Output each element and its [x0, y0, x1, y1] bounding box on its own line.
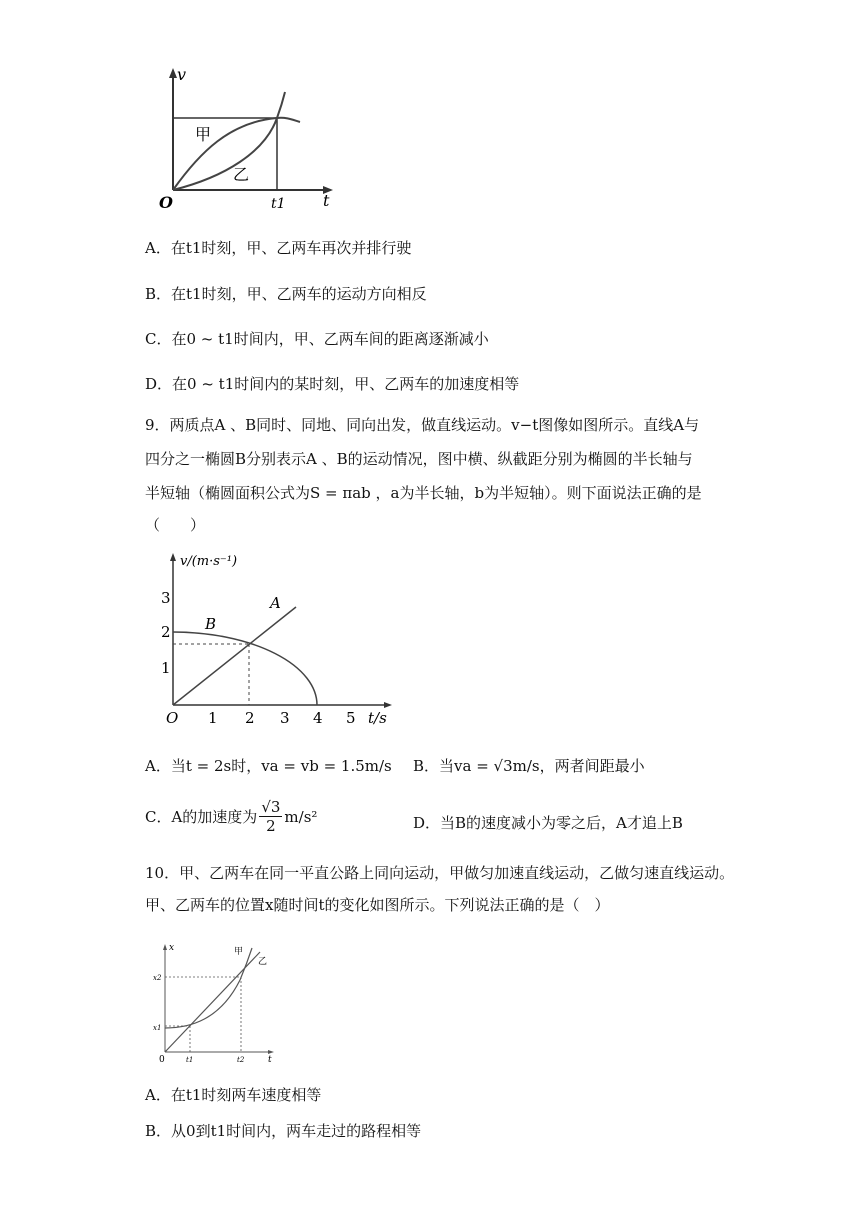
q8-option-d: D．在0 ~ t1时间内的某时刻，甲、乙两车的加速度相等	[145, 375, 520, 393]
q9-ellipse-b	[173, 632, 317, 705]
q9-label-b: B	[205, 615, 217, 633]
q8-y-arrow	[169, 68, 177, 78]
q10-xt-graph	[150, 940, 285, 1065]
q9-x-tick-5: 5	[346, 709, 356, 727]
q10-y-label: x	[169, 943, 175, 953]
q10-curve-jia	[165, 948, 252, 1028]
q8-option-b: B．在t1时刻，甲、乙两车的运动方向相反	[145, 285, 427, 303]
q8-x-label: t	[323, 191, 330, 210]
q10-t2: t2	[237, 1056, 245, 1064]
q10-stem-line-1: 10．甲、乙两车在同一平直公路上同向运动，甲做匀加速直线运动，乙做匀速直线运动。	[145, 864, 735, 882]
q9-option-c-unit: m/s²	[284, 807, 318, 826]
q9-x-tick-4: 4	[313, 709, 323, 727]
q9-vt-graph	[160, 545, 400, 730]
q9-x-label: t/s	[368, 709, 387, 727]
q9-option-c-prefix: C．A的加速度为	[145, 808, 258, 826]
q10-stem-line-2: 甲、乙两车的位置x随时间t的变化如图所示。下列说法正确的是（ ）	[145, 896, 610, 914]
q9-option-a: A．当t = 2s时，va = vb = 1.5m/s	[145, 757, 392, 775]
q8-option-a: A．在t1时刻，甲、乙两车再次并排行驶	[145, 239, 412, 257]
q9-option-c-numerator: √3	[261, 798, 281, 816]
q9-line-a	[173, 607, 296, 705]
q9-option-d: D．当B的速度减小为零之后，A才追上B	[413, 814, 683, 832]
q10-t1: t1	[186, 1056, 194, 1064]
q8-origin: O	[159, 193, 173, 212]
q9-stem-line-4: （ ）	[145, 516, 206, 534]
q8-label-yi: 乙	[233, 165, 250, 184]
q10-origin: 0	[159, 1055, 165, 1065]
q8-t1: t1	[271, 196, 286, 212]
q9-x-tick-2: 2	[245, 709, 255, 727]
q10-x1: x1	[153, 1024, 162, 1032]
q8-label-jia: 甲	[195, 125, 212, 144]
q9-label-a: A	[270, 594, 281, 612]
q10-label-yi: 乙	[258, 957, 268, 967]
q10-option-a: A．在t1时刻两车速度相等	[145, 1086, 322, 1104]
q8-vt-graph	[155, 62, 345, 212]
q8-y-label: v	[177, 65, 187, 84]
q9-x-tick-1: 1	[208, 709, 218, 727]
q9-y-tick-2: 2	[161, 623, 171, 641]
q9-option-c	[145, 798, 317, 835]
q9-stem-line-2: 四分之一椭圆B分别表示A 、B的运动情况，图中横、纵截距分别为椭圆的半长轴与	[145, 450, 693, 468]
q9-option-c-denominator: 2	[266, 817, 276, 835]
q10-x2: x2	[153, 974, 162, 982]
q9-y-tick-1: 1	[161, 659, 171, 677]
q8-option-c: C．在0 ~ t1时间内，甲、乙两车间的距离逐渐减小	[145, 330, 489, 348]
q9-option-c-fraction	[259, 798, 282, 835]
q9-stem-line-1: 9．两质点A 、B同时、同地、同向出发，做直线运动。v−t图像如图所示。直线A与	[145, 416, 700, 434]
q10-x-label: t	[268, 1055, 272, 1065]
q9-y-label: v/(m·s⁻¹)	[180, 554, 238, 569]
q9-stem-line-3: 半短轴（椭圆面积公式为S = πab ，a为半长轴，b为半短轴）。则下面说法正确的是	[145, 484, 702, 502]
q9-y-tick-3: 3	[161, 589, 171, 607]
q9-option-b: B．当va = √3m/s，两者间距最小	[413, 757, 645, 775]
q9-origin: O	[166, 709, 179, 727]
q10-label-jia: 甲	[234, 947, 244, 957]
q10-option-b: B．从0到t1时间内，两车走过的路程相等	[145, 1122, 422, 1140]
q9-x-tick-3: 3	[280, 709, 290, 727]
q8-curve-yi	[173, 92, 285, 190]
